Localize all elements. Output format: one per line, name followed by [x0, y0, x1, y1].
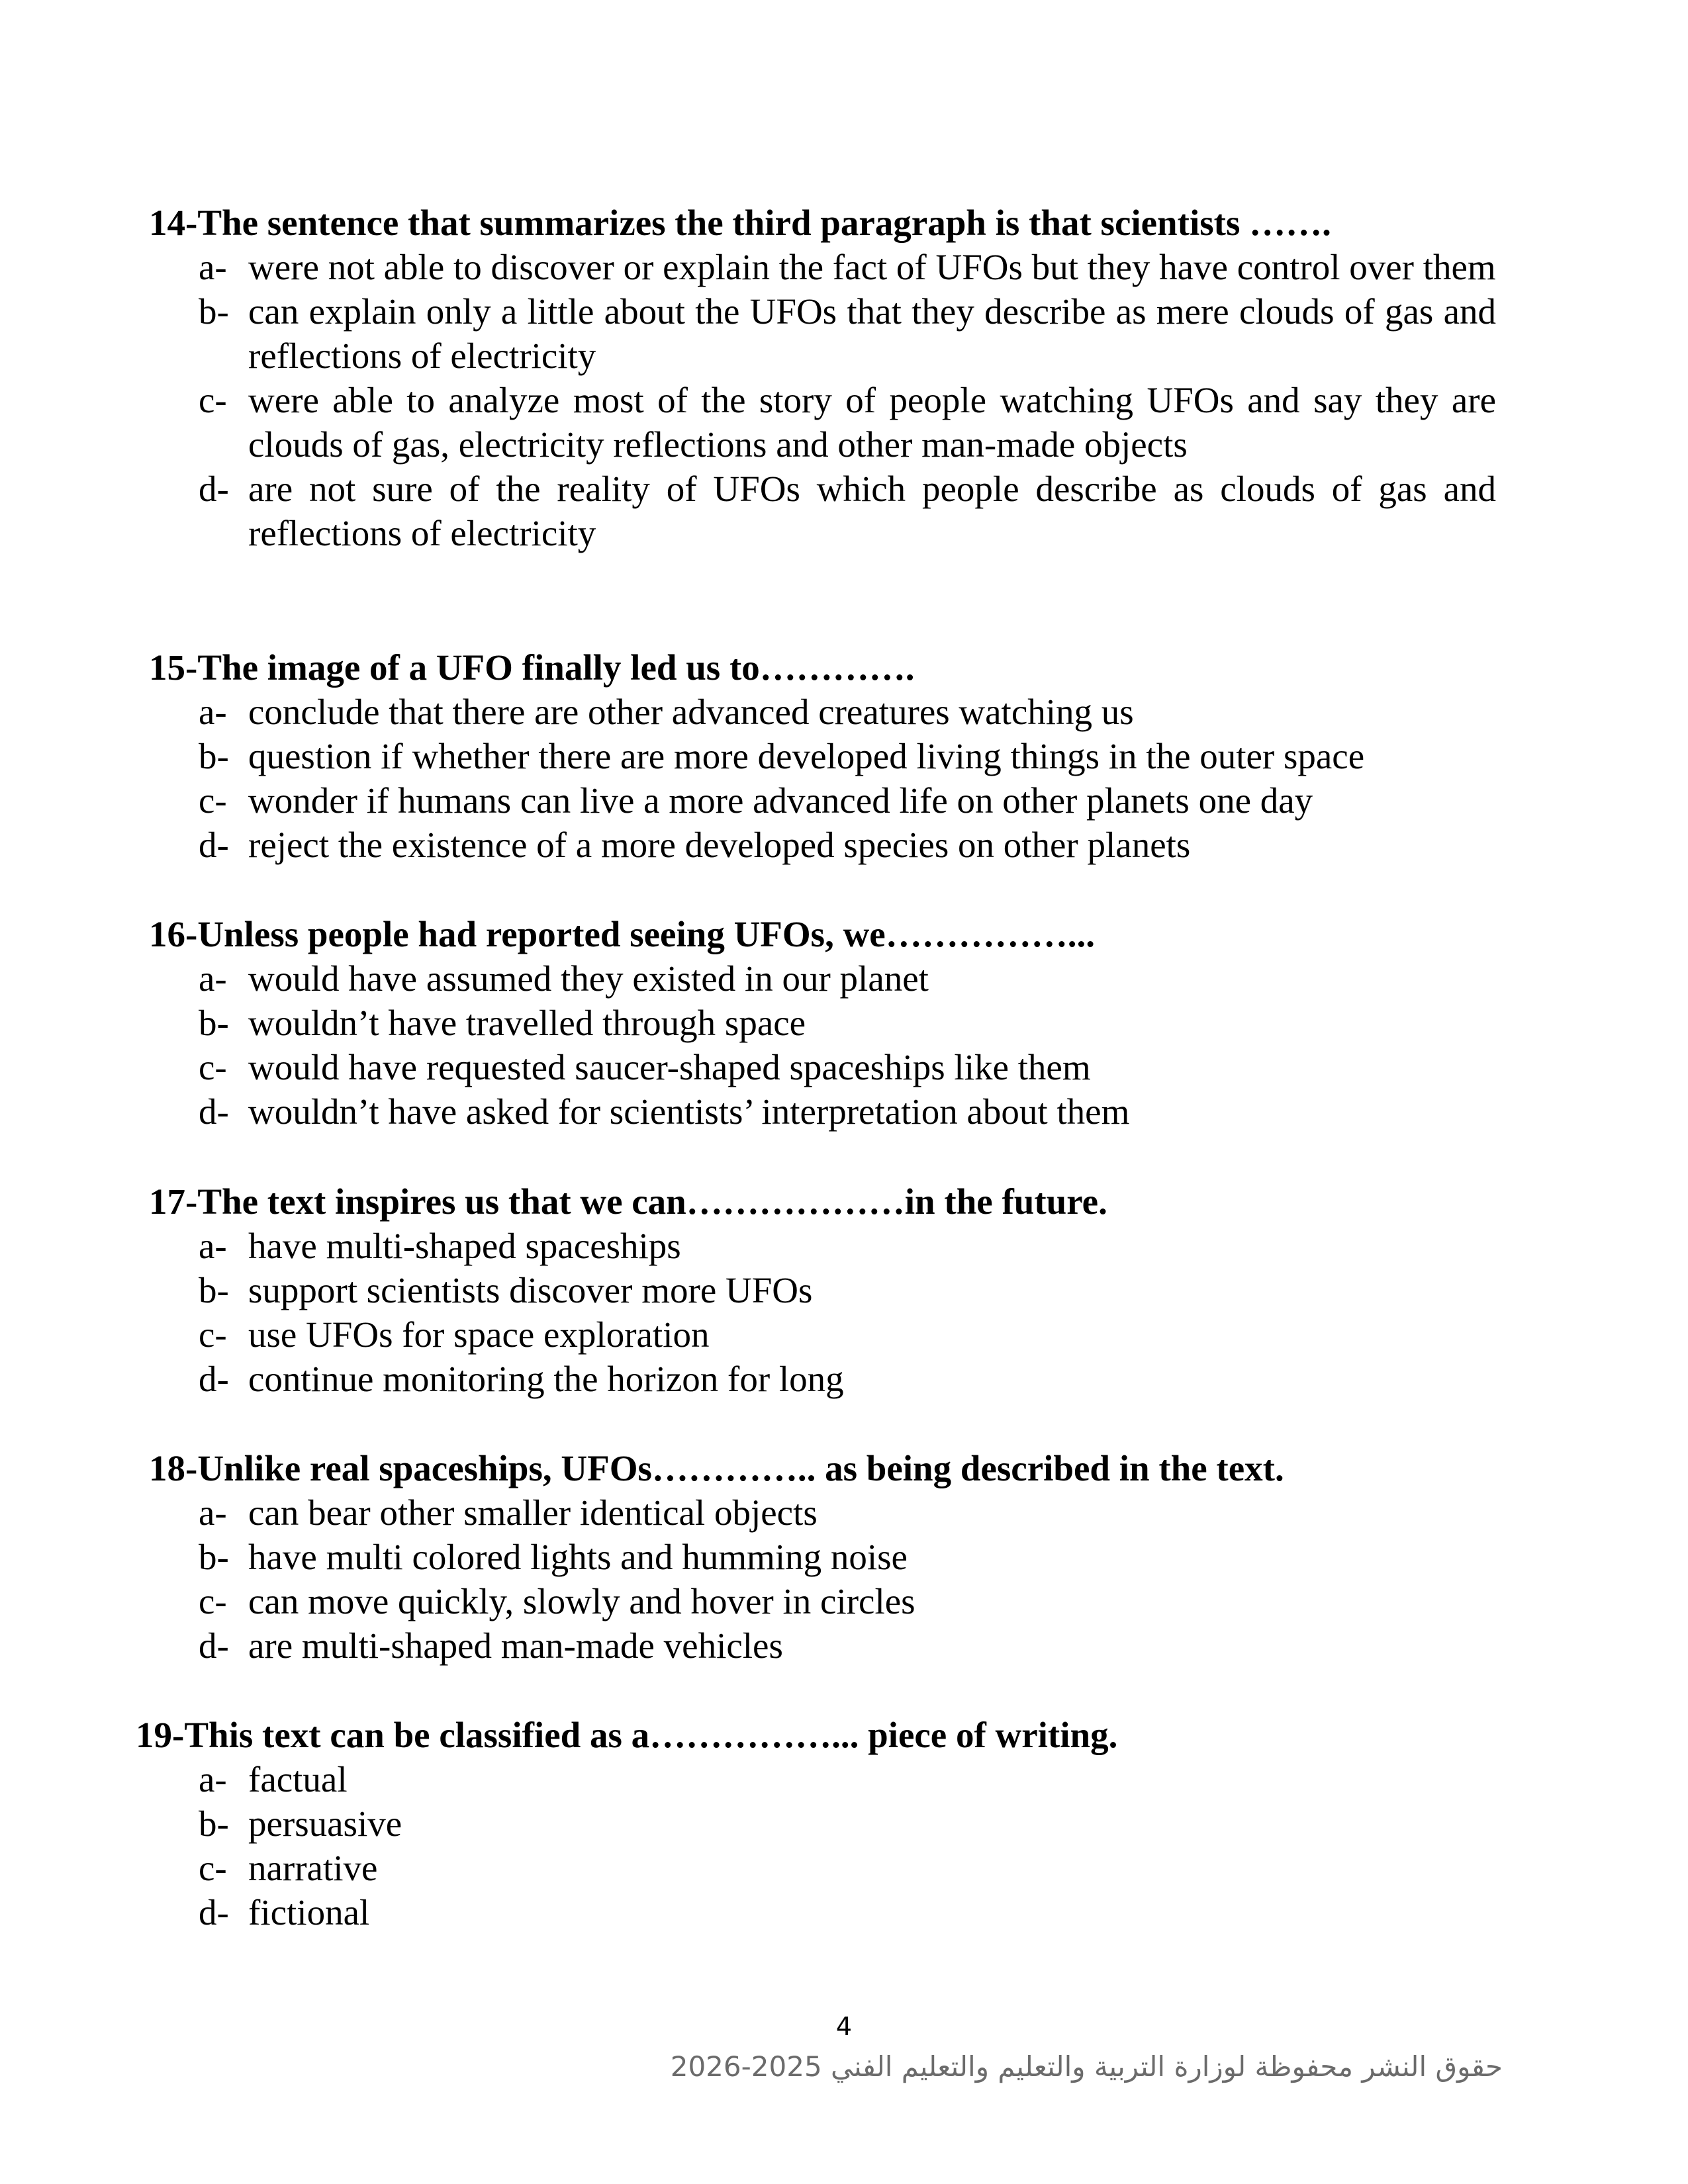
option-letter: d- [199, 1359, 229, 1399]
option-a [199, 690, 1496, 734]
option-b [199, 1535, 1496, 1579]
option-a [199, 245, 1496, 289]
option-text: wonder if humans can live a more advanced life on other planets one day [248, 780, 1313, 821]
option-letter: c- [199, 1581, 227, 1621]
option-letter: d- [199, 1091, 229, 1132]
question-stem: 14-The sentence that summarizes the third paragraph is that scientists ……. [149, 203, 1331, 243]
option-b [199, 734, 1496, 778]
option-text: fictional [248, 1892, 370, 1933]
option-a [199, 1224, 1496, 1268]
question-stem: 15-The image of a UFO finally led us to…………. [149, 647, 915, 688]
option-letter: c- [199, 1848, 227, 1888]
option-c [199, 778, 1496, 823]
option-a [199, 1757, 1496, 1801]
option-text: are multi-shaped man-made vehicles [248, 1625, 783, 1666]
option-b [199, 289, 1496, 378]
option-d [199, 1089, 1496, 1134]
option-d [199, 1623, 1496, 1668]
option-text: have multi colored lights and humming noise [248, 1537, 908, 1577]
option-b [199, 1801, 1496, 1846]
option-letter: c- [199, 1314, 227, 1355]
option-letter: b- [199, 1270, 229, 1310]
option-letter: d- [199, 469, 229, 509]
option-text: wouldn’t have asked for scientists’ interpretation about them [248, 1091, 1130, 1132]
option-d [199, 1357, 1496, 1401]
option-text: are not sure of the reality of UFOs which people describe as clouds of gas and reflections of electricity [248, 469, 1496, 553]
option-letter: b- [199, 1003, 229, 1043]
option-text: have multi-shaped spaceships [248, 1226, 681, 1266]
option-d [199, 1890, 1496, 1934]
option-letter: c- [199, 1047, 227, 1087]
copyright-notice: حقوق النشر محفوظة لوزارة التربية والتعليم والتعليم الفني 2025-2026 [670, 2050, 1503, 2083]
option-text: persuasive [248, 1803, 402, 1844]
option-letter: a- [199, 692, 227, 732]
option-text: can bear other smaller identical objects [248, 1492, 818, 1533]
question-stem: 17-The text inspires us that we can………………in the future. [149, 1181, 1107, 1222]
option-text: were not able to discover or explain the fact of UFOs but they have control over them [248, 247, 1496, 287]
option-letter: a- [199, 958, 227, 999]
option-text: were able to analyze most of the story of people watching UFOs and say they are clouds of gas, electricity reflections and other man-made objects [248, 380, 1496, 465]
option-c [199, 1846, 1496, 1890]
option-letter: b- [199, 1803, 229, 1844]
option-text: reject the existence of a more developed species on other planets [248, 825, 1191, 865]
question-stem: 19-This text can be classified as a……………... piece of writing. [136, 1715, 1118, 1755]
option-letter: a- [199, 1759, 227, 1799]
option-c [199, 1045, 1496, 1089]
option-text: would have assumed they existed in our planet [248, 958, 929, 999]
option-text: use UFOs for space exploration [248, 1314, 710, 1355]
option-letter: a- [199, 1492, 227, 1533]
option-c [199, 1579, 1496, 1623]
option-letter: b- [199, 1537, 229, 1577]
option-list [199, 690, 1496, 867]
option-text: can explain only a little about the UFOs that they describe as mere clouds of gas and reflections of electricity [248, 291, 1496, 376]
option-d [199, 467, 1496, 555]
option-list [199, 245, 1496, 555]
option-list [199, 1757, 1496, 1934]
option-letter: c- [199, 380, 227, 420]
option-text: support scientists discover more UFOs [248, 1270, 813, 1310]
option-text: continue monitoring the horizon for long [248, 1359, 844, 1399]
option-text: can move quickly, slowly and hover in circles [248, 1581, 915, 1621]
option-letter: d- [199, 825, 229, 865]
option-text: question if whether there are more developed living things in the outer space [248, 736, 1365, 776]
question-stem: 16-Unless people had reported seeing UFOs, we……………... [149, 914, 1095, 954]
option-text: conclude that there are other advanced creatures watching us [248, 692, 1134, 732]
option-letter: a- [199, 247, 227, 287]
option-c [199, 378, 1496, 467]
option-b [199, 1001, 1496, 1045]
question-stem: 18-Unlike real spaceships, UFOs………….. as being described in the text. [149, 1448, 1284, 1488]
option-a [199, 1490, 1496, 1535]
option-letter: a- [199, 1226, 227, 1266]
option-c [199, 1312, 1496, 1357]
option-d [199, 823, 1496, 867]
option-list [199, 956, 1496, 1134]
option-letter: d- [199, 1892, 229, 1933]
option-letter: c- [199, 780, 227, 821]
option-list [199, 1224, 1496, 1401]
page-number: 4 [835, 2012, 853, 2041]
option-b [199, 1268, 1496, 1312]
option-text: factual [248, 1759, 348, 1799]
option-text: would have requested saucer-shaped spaceships like them [248, 1047, 1091, 1087]
option-text: narrative [248, 1848, 378, 1888]
option-letter: d- [199, 1625, 229, 1666]
option-letter: b- [199, 291, 229, 332]
option-letter: b- [199, 736, 229, 776]
option-list [199, 1490, 1496, 1668]
option-a [199, 956, 1496, 1001]
option-text: wouldn’t have travelled through space [248, 1003, 806, 1043]
